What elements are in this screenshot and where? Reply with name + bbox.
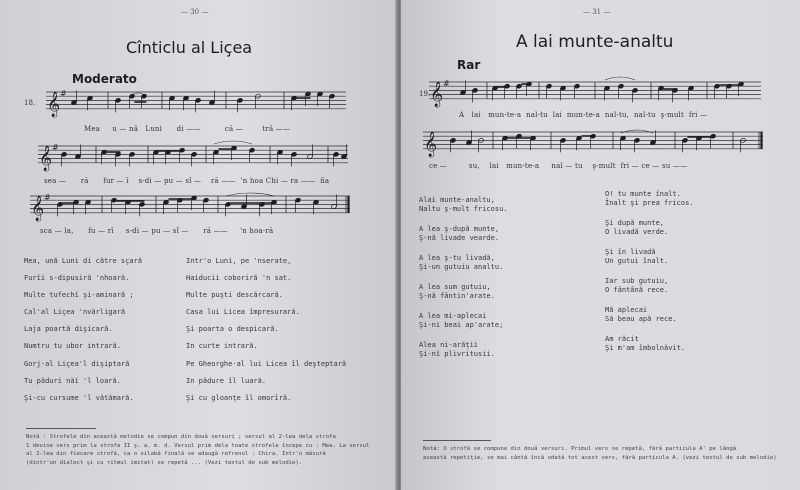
verse-line: Înalt şi prea fricos. (605, 199, 694, 207)
verse-line: Furĭi s-dipusiră 'nhoară. (24, 274, 130, 283)
verse-line: Gorj-al Liçea'l dişiptară (24, 359, 130, 368)
left-page (0, 0, 397, 490)
lyric-syllable: sea — (44, 177, 69, 185)
lyric-syllable: A (459, 111, 465, 119)
verse-line: Cal'al Liçea 'nvărligară (24, 308, 126, 317)
verse-column-romanian (605, 190, 694, 364)
music-staff-1 (46, 84, 346, 124)
verse-line: Alea ni-arăţii (419, 341, 479, 349)
lyric-syllable: ña (320, 177, 330, 185)
verse-line: Şi-un gutuiu analtu. (419, 263, 504, 271)
lyric-syllable: lai (489, 162, 499, 170)
stanza (605, 219, 694, 237)
stanza (419, 283, 508, 301)
verse-column-aromanian (419, 196, 508, 370)
footnote-divider (26, 428, 96, 429)
footnote-line: al 2-lea din fiecare strofă, ca o silabă finală se adaugă refrenul : Chira. Intr'o măsură (26, 451, 326, 458)
verse-line: Un gutui înalt. (605, 257, 669, 265)
lyric-syllable: ş-mult (660, 111, 684, 119)
verse-line: Ş-nă livade vearde. (419, 234, 500, 242)
verse-line: Intr'o Luni, pe 'nserate, (186, 257, 292, 265)
page-number: — 30 — (181, 8, 209, 16)
slur (226, 193, 274, 196)
verse-line: Ş-nă fântin'arate. (419, 292, 495, 300)
verse-line: A lea ş-după munte, (419, 225, 500, 233)
verse-line: Şi-ni beai ap'arate; (419, 321, 504, 329)
song-title: Cînticlu al Liçea (126, 38, 253, 57)
verse-line: O livadă verde. (605, 228, 669, 236)
music-staff-2 (38, 138, 348, 178)
lyrics-line-2 (44, 177, 329, 185)
lyrics-line-1 (459, 111, 707, 119)
stanza (419, 341, 508, 359)
verse-line: O! tu munte înalt. (605, 190, 681, 198)
slur (621, 130, 653, 133)
lyric-syllable: nal — tu (551, 162, 583, 170)
right-page (401, 0, 800, 490)
verse-line: Şi m'am îmbolnăvit. (605, 344, 686, 352)
treble-clef-icon: 𝄞 (47, 91, 61, 117)
treble-clef-icon: 𝄞 (424, 131, 438, 157)
verse-line: Iar sub gutuiu, (605, 277, 669, 285)
sharp-icon: # (44, 193, 51, 202)
lyric-syllable: ră (80, 177, 89, 185)
lyric-syllable: ră —— (210, 177, 236, 185)
footnote (26, 433, 370, 467)
verse-line: Laja poartă dişicară. (24, 325, 113, 334)
verse-line: In pădure îl luară. (186, 376, 267, 385)
verse-line: O fântână rece. (605, 286, 669, 294)
footnote-line: Notă : Strofele din această melodie se compun din două versuri ; versul al 2-lea dela strofa (26, 434, 336, 440)
verse-line: Şi în livadă (605, 248, 656, 256)
stanza (605, 248, 694, 266)
verse-column-aromanian (24, 257, 142, 411)
sharp-icon: # (52, 143, 59, 152)
lyric-syllable: că — (224, 125, 243, 133)
page-number: — 31 — (583, 8, 611, 16)
lyric-syllable: di —— (176, 125, 201, 133)
verse-line: Pe Gheorghe-al lui Licea îl deşteptară (186, 359, 347, 368)
verse-column-romanian (186, 257, 346, 411)
lyric-syllable: ş-mult (592, 162, 616, 170)
verse-line: Multe tufechĭ şi-aminară ; (24, 291, 134, 300)
verse-line: Casa lui Licea împresurară. (186, 308, 300, 317)
footnote-line: (dintr'un dialect şi cu ritmul imitat) se repetă ... (Vezi textul de sub melodie). (26, 459, 303, 466)
verse-line: Haiducii coboriră 'n sat. (186, 274, 292, 283)
stanza (419, 196, 508, 214)
lyric-syllable: s-di — pu — sî — (138, 177, 202, 185)
verse-line: Şi-cu cursume 'l vătămară. (24, 393, 134, 402)
lyric-syllable: mun-te-a (488, 111, 522, 119)
stanza (605, 190, 694, 208)
verse-line: In curte intrară. (186, 342, 258, 351)
stanza (419, 254, 508, 272)
lyric-syllable: Luni (145, 125, 163, 133)
lyrics-line-1 (84, 125, 290, 133)
lyric-syllable: nal-tu (526, 111, 548, 119)
lyric-syllable: u — nă (112, 125, 139, 133)
song-number: 19. (419, 90, 431, 98)
music-staff-2 (423, 124, 763, 164)
treble-clef-icon: 𝄞 (39, 145, 53, 171)
lyric-syllable: sca — la, (40, 227, 74, 235)
song-number: 18. (24, 99, 36, 107)
lyric-syllable: fri — ce — su —— (620, 162, 688, 170)
verse-line: Mă aplecai (605, 306, 648, 314)
music-staff-1 (429, 74, 761, 114)
lyric-syllable: lai (471, 111, 481, 119)
stanza (605, 277, 694, 295)
lyric-syllable: ce — (429, 162, 448, 170)
lyric-syllable: fri — (688, 111, 708, 119)
lyric-syllable: fu — rĭ (88, 227, 114, 235)
stanza (419, 225, 508, 243)
verse-line: A lea ş-tu livadă, (419, 254, 495, 262)
verse-line: Să beau apă rece. (605, 315, 677, 323)
tempo-marking: Rar (457, 58, 481, 72)
lyrics-line-2 (429, 162, 687, 170)
verse-line: Şi după munte, (605, 219, 665, 227)
stanza (605, 335, 694, 353)
lyric-syllable: tră —— (262, 125, 291, 133)
lyric-syllable: fur — ĭ (103, 177, 129, 185)
footnote-line: această repetiţie, se mai cântă încă odată tot acest vers, fără particula A. (vezi textul de sub melodie) (423, 454, 777, 461)
verse-line: Şi-nĭ plivritusii. (419, 350, 495, 358)
stanza (419, 312, 508, 330)
treble-clef-icon: 𝄞 (31, 195, 45, 221)
lyric-syllable: ră —— (203, 227, 228, 235)
verse-line: Şi poarta o despicară. (186, 325, 279, 334)
footnote-line: 1 devine vers prim la strofa II ş. a. m. d. Versul prim dela toate strofele începe cu : Mea. La versul (26, 442, 370, 449)
stanza (605, 306, 694, 324)
sharp-icon: # (60, 89, 67, 98)
tempo-marking: Moderato (72, 72, 137, 86)
treble-clef-icon: 𝄞 (430, 81, 444, 107)
lyric-syllable: nal-tu (633, 111, 656, 119)
verse-line: Şi cu gloanţe îl omorîră. (186, 393, 292, 402)
verse-line: Tu păduri năĭ 'l loară. (24, 376, 121, 385)
music-staff-3 (30, 188, 350, 228)
lyric-syllable: 'n hoa-ră (240, 227, 274, 235)
sharp-icon: # (443, 79, 450, 88)
song-title: A lai munte-analtu (516, 32, 674, 52)
lyrics-line-3 (40, 227, 273, 235)
footnote-line: Notă: O strofă se compune din două versuri. Primul vers se repetă, fără particula A' pe lângă (423, 446, 737, 452)
verse-line: A lea mi-aplecai (419, 312, 487, 320)
verse-line: Multe puşti descărcară. (186, 291, 283, 300)
lyric-syllable: Mea (84, 125, 101, 133)
lyric-syllable: lai (552, 111, 563, 119)
verse-line: A lea sum gutuiu, (419, 283, 491, 291)
verse-line: Mea, ună Luni di către sçară (24, 257, 143, 265)
lyric-syllable: mun-te-a (506, 162, 540, 170)
slur (214, 141, 252, 144)
verse-line: Naltu ş-mult fricosu. (419, 205, 508, 213)
verse-line: Numtru tu ubor intrară. (24, 342, 121, 351)
verse-line: Alai munte-analtu, (419, 196, 495, 204)
slur (605, 77, 635, 80)
lyric-syllable: mun-te-a (566, 111, 600, 119)
lyric-syllable: nal-tu, (604, 111, 630, 119)
footnote (423, 445, 777, 462)
lyric-syllable: s-di — pu — sî — (125, 227, 189, 235)
lyric-syllable: 'n hoa Chi — ra —— (240, 177, 316, 185)
lyric-syllable: su, (468, 162, 480, 170)
verse-line: Am răcit (605, 335, 639, 343)
footnote-divider (423, 440, 491, 441)
